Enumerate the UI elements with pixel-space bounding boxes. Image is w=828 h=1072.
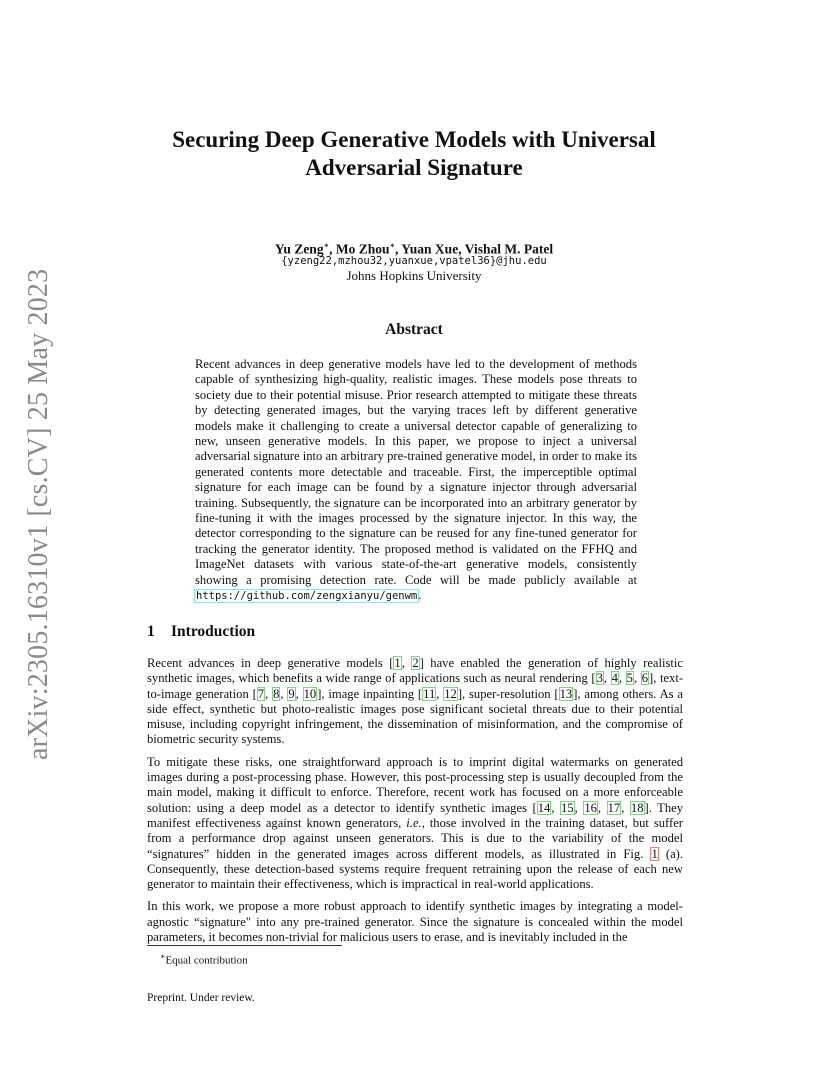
text-run: ,: [401, 656, 412, 670]
paper-title: [140, 126, 688, 182]
text-run: ], among others. As a side effect, synthetic but photo-realistic images pose significant societal threats due to their potential misuse, including copyright infringement, the dissemination of misinformation, and the compromise of biometric security systems.: [147, 686, 683, 747]
citation-link[interactable]: 10: [303, 686, 317, 701]
footnote-mark: ∗: [160, 952, 166, 961]
citation-link[interactable]: 12: [444, 686, 457, 701]
footnote-text: Equal contribution: [165, 954, 248, 967]
text-run: (a). Consequently, these detection-based systems require frequent retraining upon the release of each new generator to maintain their effectiveness, which is impractical in real-world applications.: [147, 846, 684, 892]
citation-link[interactable]: 1: [394, 656, 401, 670]
section-number: 1: [147, 623, 155, 640]
abstract-text: Recent advances in deep generative models have led to the development of methods capable of synthesizing high-quality, realistic images. These models pose threats to society due to their potential misuse. Prior research attempted to mitigate these threats by detecting generated images, but the varying traces left by different generative models make it challenging to create a universal detector capable of generalizing to new, unseen generative models. In this paper, we propose to inject a universal adversarial signature into an arbitrary pre-trained generative model, in order to make its generated contents more detectable and traceable. First, the imperceptible optimal signature for each image can be found by a signature injector through adversarial training. Subsequently, the signature can be incorporated into an arbitrary generator by fine-tuning it with the images processed by the signature injector. In this way, the detector corresponding to the signature can be reused for any fine-tuned generator for tracking the generator identity. The proposed method is validated on the FFHQ and ImageNet datasets with various state-of-the-art generative models, consistently showing a promising detection rate. Code will be made publicly available at: [195, 357, 637, 587]
arxiv-watermark: arXiv:2305.16310v1 [cs.CV] 25 May 2023: [23, 268, 54, 760]
citation-link[interactable]: 11: [423, 686, 436, 701]
citation-link[interactable]: 7: [257, 686, 265, 701]
text-run: ], super-resolution [: [457, 686, 559, 701]
text-run: ,: [574, 800, 584, 815]
citation-link[interactable]: 9: [288, 686, 295, 701]
text-run: ,: [597, 800, 607, 815]
text-run: ,: [280, 686, 288, 701]
citation-link[interactable]: 3: [596, 671, 603, 686]
citation-link[interactable]: 13: [559, 686, 573, 701]
citation-link[interactable]: 2: [412, 656, 419, 670]
abstract-heading: Abstract: [385, 321, 443, 338]
text-run: ,: [618, 671, 626, 686]
text-run: ,: [295, 686, 303, 701]
text-run: ,: [603, 671, 611, 686]
citation-link[interactable]: 14: [537, 800, 551, 815]
paragraph: [147, 755, 683, 893]
paragraph: [147, 656, 683, 748]
text-run: ,: [633, 671, 641, 686]
author-affiliation: Johns Hopkins University: [346, 268, 482, 283]
author-name: Vishal M. Patel: [464, 241, 554, 257]
citation-link[interactable]: 4: [611, 671, 618, 686]
section-title: Introduction: [171, 623, 256, 640]
citation-link[interactable]: 8: [273, 686, 280, 701]
text-run: ], text-to-image generation [: [147, 671, 684, 701]
citation-link[interactable]: 18: [630, 800, 644, 815]
author-separator: ,: [458, 241, 465, 257]
abstract-body: [195, 357, 637, 605]
paragraph: In this work, we propose a more robust approach to identify synthetic images by integrating a model-agnostic “signature" into any pre-trained generator. Since the signature is concealed within the model parameters, it becomes non-trivial for malicious users to erase, and is inevitably included in the: [147, 899, 683, 945]
footnote: [160, 950, 560, 968]
text-run: ]. They manifest effectiveness against known generators,: [147, 800, 684, 830]
code-link[interactable]: https://github.com/zengxianyu/genwm: [196, 590, 418, 603]
text-run: ,: [436, 686, 444, 701]
citation-link[interactable]: 6: [641, 671, 648, 686]
text-run: , those involved in the training dataset, but suffer from a performance drop against unseen generators. This is due to the variability of the model “signatures” hidden in the generated images across different models, as illustrated in Fig.: [147, 815, 683, 861]
citation-link[interactable]: 16: [584, 800, 597, 815]
text-run: Recent advances in deep generative models [: [147, 656, 394, 670]
footnote-divider: [147, 945, 342, 946]
citation-link[interactable]: 15: [561, 800, 574, 815]
paper-title-line-2: Adversarial Signature: [305, 155, 523, 180]
author-emails: {yzeng22,mzhou32,yuanxue,vpatel36}@jhu.edu: [281, 255, 547, 267]
citation-link[interactable]: 17: [607, 800, 621, 815]
section-heading-introduction: [147, 622, 547, 642]
author-name: Mo Zhou: [335, 241, 390, 257]
introduction-body: [147, 656, 683, 952]
page-footer: Preprint. Under review.: [147, 992, 255, 1004]
text-run: ,: [265, 686, 273, 701]
author-name: Yuan Xue: [401, 241, 459, 257]
author-separator: ,: [329, 241, 336, 257]
abstract-period: .: [418, 588, 422, 603]
text-run: To mitigate these risks, one straightforward approach is to imprint digital watermarks on generated images during a post-processing phase. However, this post-processing step is usually decoupled from the main model, making it difficult to enforce. Therefore, recent work has focused on a more enforceable solution: using a deep model as a detector to identify synthetic images [: [147, 754, 683, 815]
author-separator: ,: [395, 241, 402, 257]
equal-contribution-mark: ∗: [323, 241, 330, 250]
text-run: ,: [621, 800, 630, 815]
figure-link[interactable]: 1: [651, 846, 658, 861]
paper-title-line-1: Securing Deep Generative Models with Universal: [172, 127, 656, 152]
text-run: ], image inpainting [: [317, 686, 423, 701]
text-run: ] have enabled the generation of highly realistic synthetic images, which benefits a wide range of applications such as neural rendering [: [147, 656, 683, 686]
italic-abbreviation: i.e.: [406, 815, 422, 830]
citation-link[interactable]: 5: [626, 671, 633, 686]
author-name: Yu Zeng: [274, 241, 324, 257]
text-run: ,: [551, 800, 561, 815]
equal-contribution-mark: ∗: [389, 241, 396, 250]
